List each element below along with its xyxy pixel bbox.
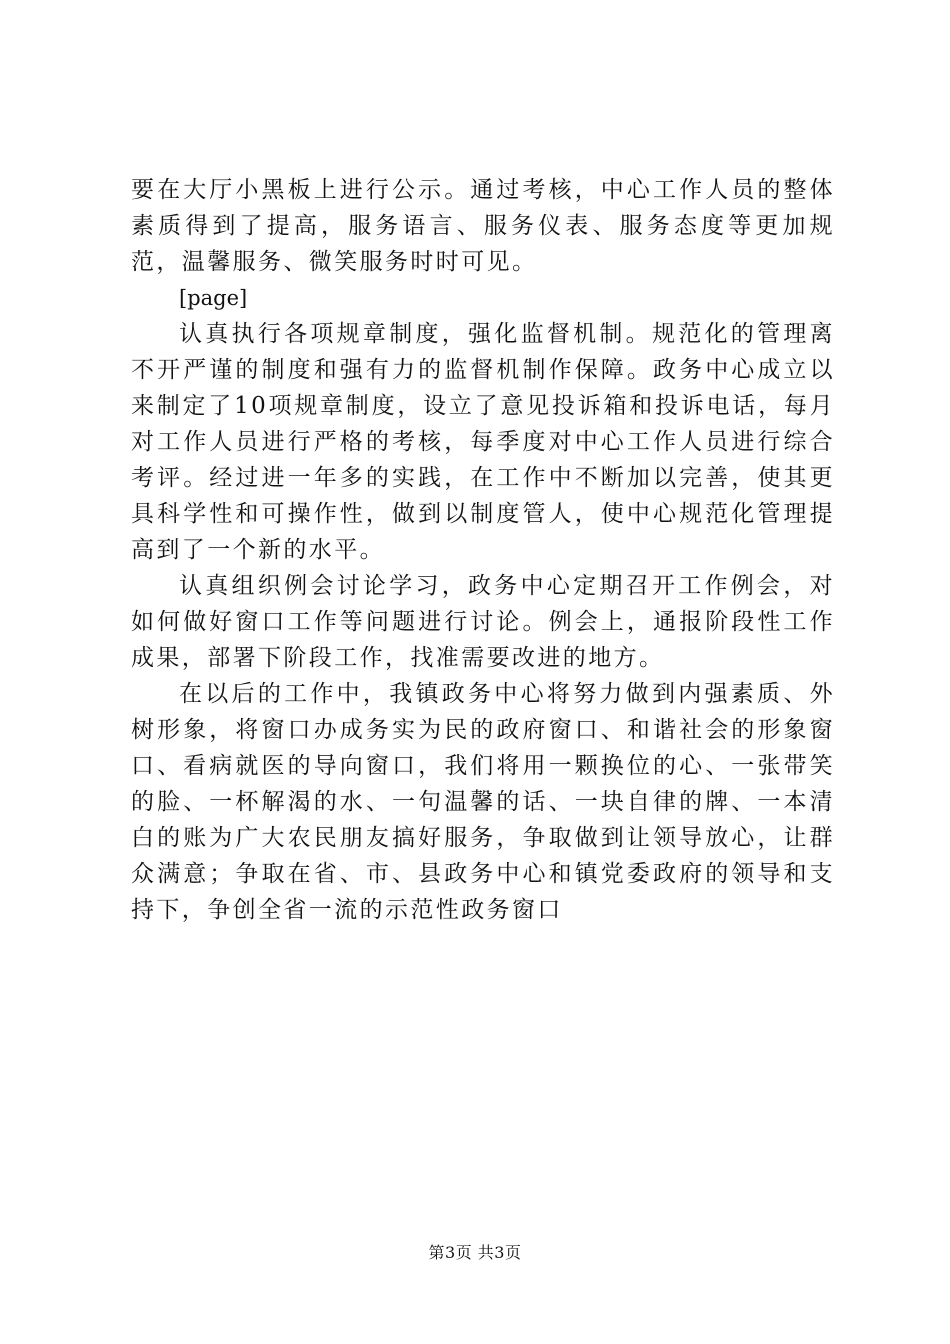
- paragraph-regulations: 认真执行各项规章制度，强化监督机制。规范化的管理离不开严谨的制度和强有力的监督机制作保障。政务中心成立以来制定了10项规章制度，设立了意见投诉箱和投诉电话，每月对工作人员进行严格的考核，每季度对中心工作人员进行综合考评。经过进一年多的实践，在工作中不断加以完善，使其更具科学性和可操作性，做到以制度管人，使中心规范化管理提高到了一个新的水平。: [131, 321, 835, 563]
- document-body: [131, 172, 835, 928]
- paragraph-future-work: 在以后的工作中，我镇政务中心将努力做到内强素质、外树形象，将窗口办成务实为民的政府窗口、和谐社会的形象窗口、看病就医的导向窗口，我们将用一颗换位的心、一张带笑的脸、一杯解渴的水、一句温馨的话、一块自律的牌、一本清白的账为广大农民朋友搞好服务，争取做到让领导放心，让群众满意；争取在省、市、县政务中心和镇党委政府的领导和支持下，争创全省一流的示范性政务窗口: [131, 681, 835, 923]
- page-break-marker: [page]: [179, 286, 248, 310]
- paragraph-meetings: 认真组织例会讨论学习，政务中心定期召开工作例会，对如何做好窗口工作等问题进行讨论。例会上，通报阶段性工作成果，部署下阶段工作，找准需要改进的地方。: [131, 573, 835, 671]
- paragraph-continuation: 要在大厅小黑板上进行公示。通过考核，中心工作人员的整体素质得到了提高，服务语言、服务仪表、服务态度等更加规范，温馨服务、微笑服务时时可见。: [131, 177, 835, 275]
- page-footer: 第3页 共3页: [428, 1243, 522, 1262]
